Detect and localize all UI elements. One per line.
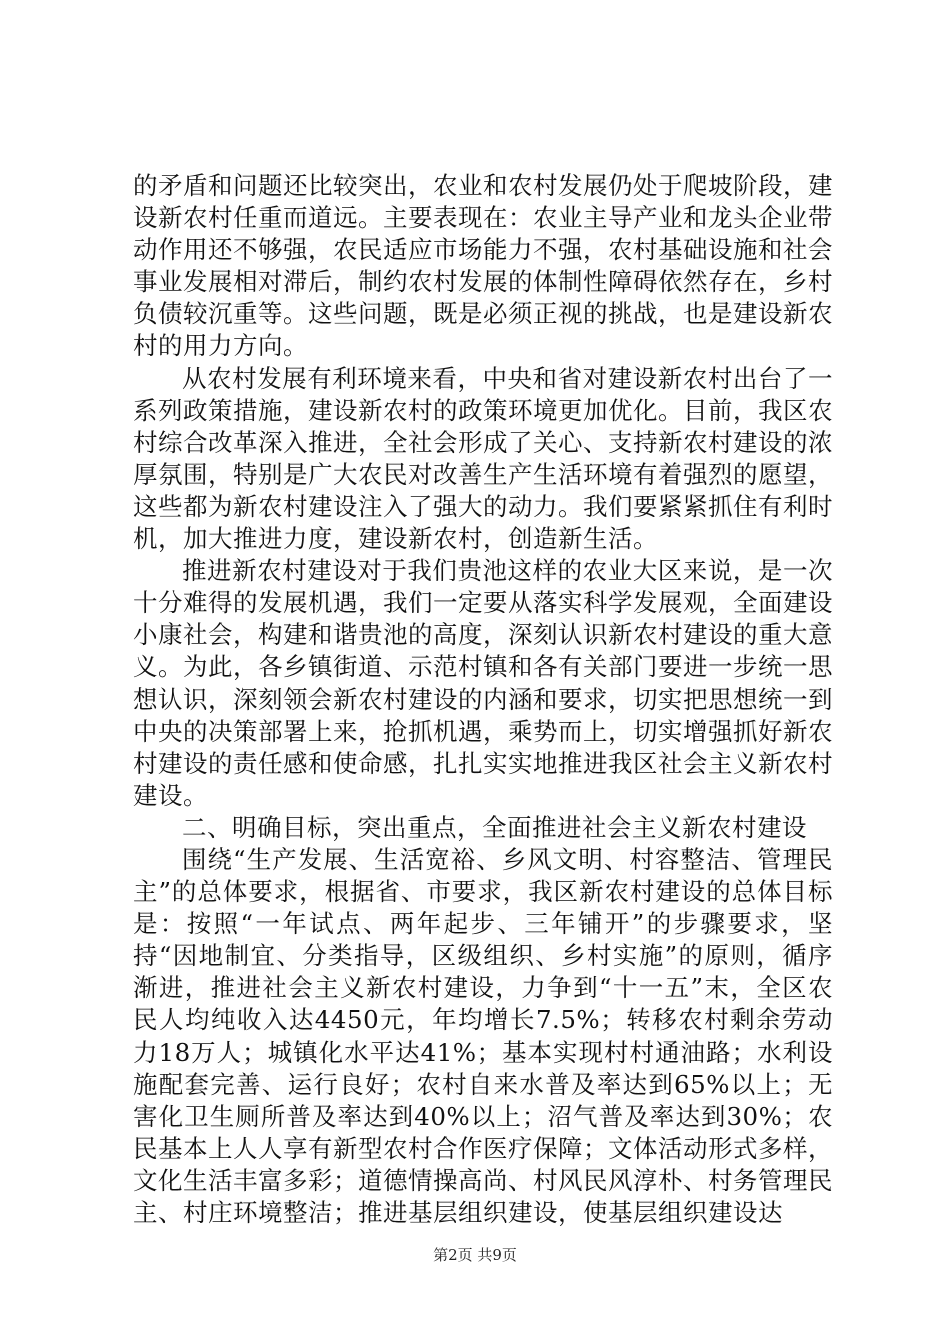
document-body (133, 170, 833, 1229)
paragraph-favorable-environment: 从农村发展有利环境来看，中央和省对建设新农村出台了一系列政策措施，建设新农村的政策环境更加优化。目前，我区农村综合改革深入推进，全社会形成了关心、支持新农村建设的浓厚氛围，特别是广大农民对改善生产生活环境有着强烈的愿望，这些都为新农村建设注入了强大的动力。我们要紧紧抓住有利时机，加大推进力度，建设新农村，创造新生活。 (133, 363, 833, 554)
paragraph-continuation: 的矛盾和问题还比较突出，农业和农村发展仍处于爬坡阶段，建设新农村任重而道远。主要表现在：农业主导产业和龙头企业带动作用还不够强，农民适应市场能力不强，农村基础设施和社会事业发展相对滞后，制约农村发展的体制性障碍依然存在，乡村负债较沉重等。这些问题，既是必须正视的挑战，也是建设新农村的用力方向。 (133, 171, 833, 361)
section-heading: 二、明确目标，突出重点，全面推进社会主义新农村建设 (182, 812, 807, 842)
paragraph-development-opportunity: 推进新农村建设对于我们贵池这样的农业大区来说，是一次十分难得的发展机遇，我们一定要从落实科学发展观，全面建设小康社会，构建和谐贵池的高度，深刻认识新农村建设的重大意义。为此，各乡镇街道、示范村镇和各有关部门要进一步统一思想认识，深刻领会新农村建设的内涵和要求，切实把思想统一到中央的决策部署上来，抢抓机遇，乘势而上，切实增强抓好新农村建设的责任感和使命感，扎扎实实地推进我区社会主义新农村建设。 (133, 556, 833, 810)
page-number-footer: 第2页 共9页 (433, 1246, 517, 1264)
paragraph-overall-goals: 围绕“生产发展、生活宽裕、乡风文明、村容整洁、管理民主”的总体要求，根据省、市要求，我区新农村建设的总体目标是：按照“一年试点、两年起步、三年铺开”的步骤要求，坚持“因地制宜、分类指导，区级组织、乡村实施”的原则，循序渐进，推进社会主义新农村建设，力争到“十一五”末，全区农民人均纯收入达4450元，年均增长7.5%；转移农村剩余劳动力18万人；城镇化水平达41%；基本实现村村通油路；水利设施配套完善、运行良好；农村自来水普及率达到65%以上；无害化卫生厕所普及率达到40%以上；沼气普及率达到30%；农民基本上人人享有新型农村合作医疗保障；文体活动形式多样，文化生活丰富多彩；道德情操高尚、村风民风淳朴、村务管理民主、村庄环境整洁；推进基层组织建设，使基层组织建设达 (133, 844, 833, 1227)
